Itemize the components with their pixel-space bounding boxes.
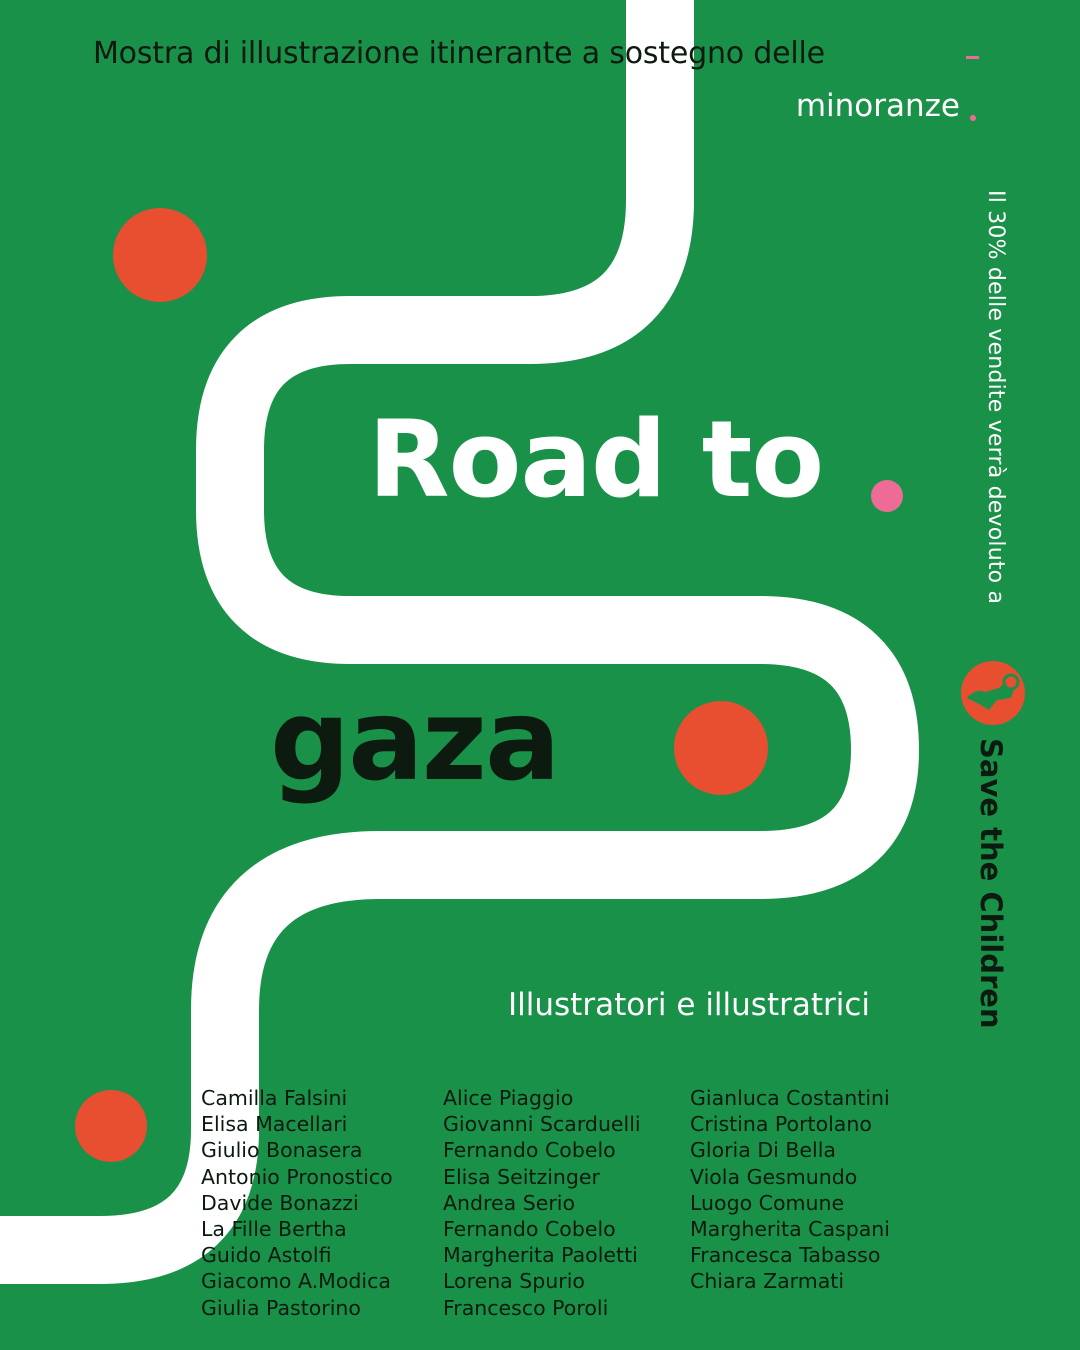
artist-name: Camilla Falsini — [201, 1086, 348, 1110]
artist-name: Elisa Macellari — [201, 1112, 348, 1137]
artist-name: Viola Gesmundo — [690, 1164, 858, 1189]
artist-name: Giovanni Scarduelli — [443, 1112, 641, 1137]
pink-dash — [966, 56, 979, 59]
artist-name: Fernando Cobelo — [443, 1138, 616, 1163]
artist-name: La Fille Bertha — [201, 1217, 347, 1242]
title-line-1: Road to — [368, 398, 824, 521]
artist-name: Antonio Pronostico — [201, 1164, 393, 1189]
artist-name: Cristina Portolano — [690, 1112, 872, 1137]
red-circle-top-left — [113, 208, 207, 302]
artist-name: Lorena Spurio — [443, 1269, 585, 1294]
artist-name: Chiara Zarmati — [690, 1269, 845, 1294]
red-circle-bottom-left — [75, 1090, 147, 1162]
artists-heading: Illustratori e illustratrici — [508, 987, 871, 1023]
artist-name: Gloria Di Bella — [690, 1138, 836, 1163]
artist-name: Davide Bonazzi — [201, 1190, 359, 1215]
red-circle-middle — [674, 701, 768, 795]
artists-column-3 — [690, 1085, 890, 1295]
artists-column-2 — [443, 1085, 641, 1321]
artist-name: Giulia Pastorino — [201, 1295, 361, 1320]
title-line-2: gaza — [270, 676, 559, 806]
artists-column-1 — [201, 1085, 393, 1321]
artist-name: Margherita Paoletti — [443, 1243, 638, 1268]
subtitle-line-1: Mostra di illustrazione itinerante a sostegno delle — [93, 36, 825, 71]
artist-name: Fernando Cobelo — [443, 1217, 616, 1242]
artist-name: Guido Astolfi — [201, 1243, 332, 1268]
donation-text: Il 30% delle vendite verrà devoluto a — [983, 190, 1008, 605]
pink-dot-title — [871, 480, 903, 512]
artist-name: Elisa Seitzinger — [443, 1164, 600, 1189]
subtitle-line-2: minoranze — [795, 88, 960, 124]
artist-name: Francesco Poroli — [443, 1295, 609, 1320]
artist-name: Andrea Serio — [443, 1190, 575, 1215]
artist-name: Giulio Bonasera — [201, 1138, 363, 1163]
pink-dot-small — [970, 115, 976, 121]
artist-name: Alice Piaggio — [443, 1086, 574, 1110]
artist-name: Margherita Caspani — [690, 1217, 890, 1242]
artist-name: Francesca Tabasso — [690, 1243, 881, 1268]
artist-name: Gianluca Costantini — [690, 1086, 890, 1110]
organization-name: Save the Children — [974, 738, 1008, 1029]
artist-name: Luogo Comune — [690, 1190, 845, 1215]
save-the-children-logo-icon — [955, 658, 1031, 728]
artist-name: Giacomo A.Modica — [201, 1269, 391, 1294]
